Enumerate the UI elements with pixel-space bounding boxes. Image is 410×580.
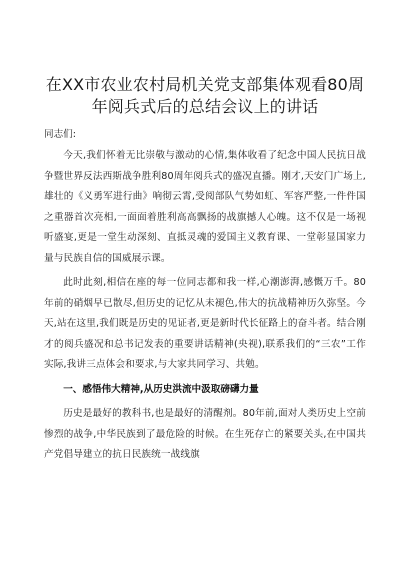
section-1-paragraph: 历史是最好的教科书,也是最好的清醒剂。80年前,面对人类历史上空前惨烈的战争,中华民族到了最危险的时候。在生死存亡的紧要关头,在中国共产党倡导建立的抗日民族统一战线旗 xyxy=(44,408,366,460)
document-title: 在XX市农业农村局机关党支部集体观看80周年阅兵式后的总结会议上的讲话 xyxy=(45,75,365,116)
body-paragraph-1: 今天,我们怀着无比崇敬与激动的心情,集体收看了纪念中国人民抗日战争暨世界反法西斯战争胜利80周年阅兵式的盛况直播。刚才,天安门广场上,雄壮的《义勇军进行曲》响彻云霄,受阅部队气势如虹、军容严整,一件件国之重器首次亮相,一面面着胜利高高飘扬的战旗撼人心魄。这不仅是一场视听盛宴,更是一堂生动深刻、直抵灵魂的爱国主义教育课、一堂彰显国家力量与民族自信的国威展示课。 xyxy=(44,150,366,264)
body-paragraph-2: 此时此刻,相信在座的每一位同志都和我一样,心潮澎湃,感慨万千。80年前的硝烟早已散尽,但历史的记忆从未褪色,伟大的抗战精神历久弥坚。今天,站在这里,我们既是历史的见证者,更是新时代长征路上的奋斗者。结合刚才的阅兵盛况和总书记发表的重要讲话精神(央视),联系我们的“三农”工作实际,我讲三点体会和要求,与大家共同学习、共勉。 xyxy=(44,277,366,370)
section-heading-1: 一、感悟伟大精神,从历史洪流中汲取磅礴力量 xyxy=(63,383,259,395)
salutation: 同志们: xyxy=(44,129,77,140)
